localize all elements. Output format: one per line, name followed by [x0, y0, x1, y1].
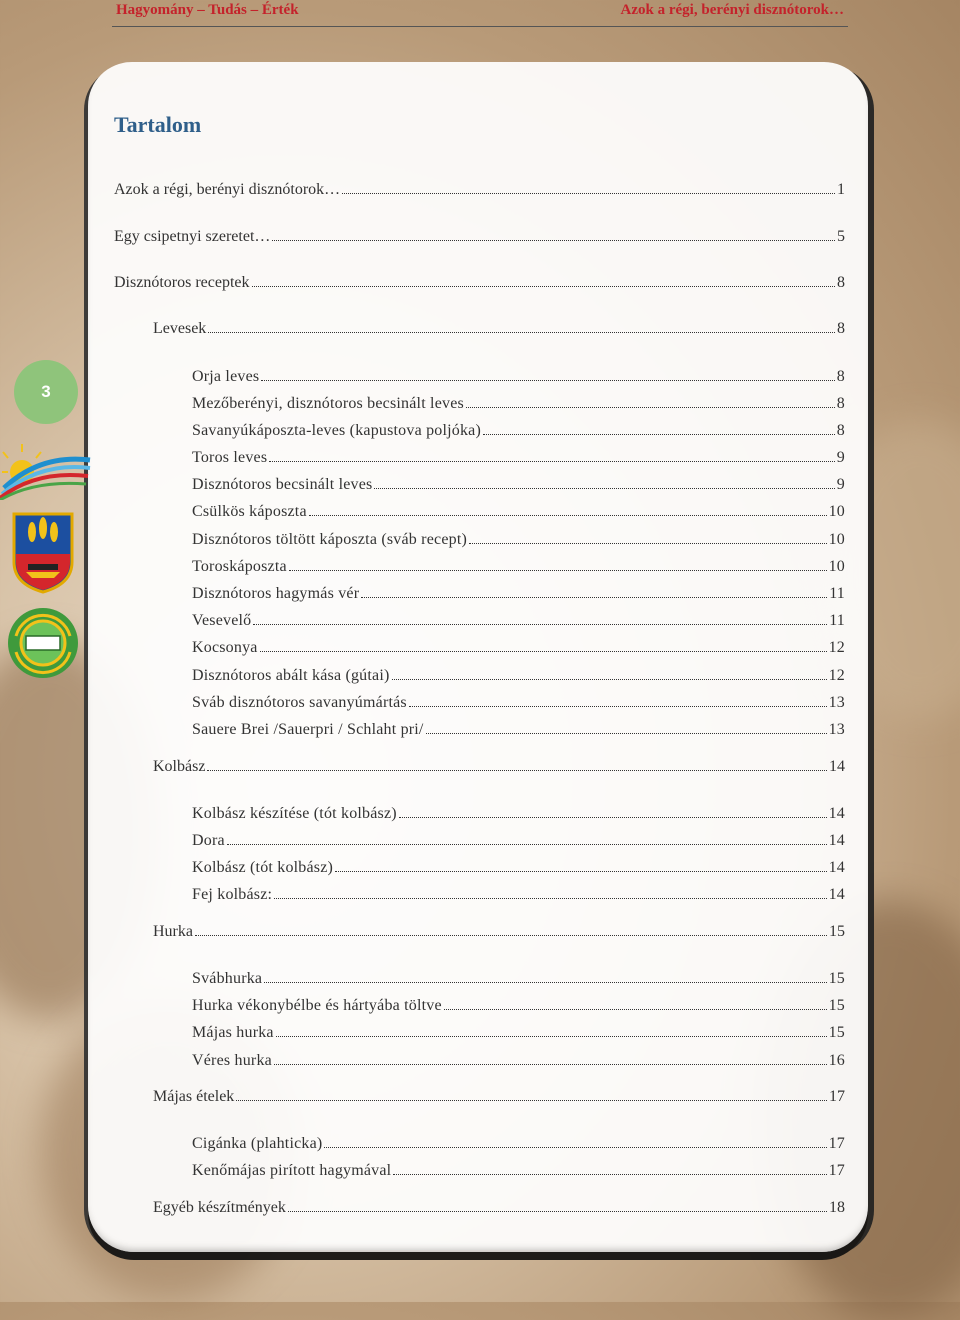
toc-entry[interactable]: Egy csipetnyi szeretet… 5 [114, 228, 845, 245]
toc-entry[interactable]: Toroskáposzta 10 [192, 558, 845, 575]
toc-entry[interactable]: Disznótoros töltött káposzta (sváb recept) 10 [192, 531, 845, 548]
header-left-text: Hagyomány – Tudás – Érték [116, 2, 299, 18]
toc-entry[interactable]: Disznótoros hagymás vér 11 [192, 585, 845, 602]
toc-entry[interactable]: Sváb disznótoros savanyúmártás 13 [192, 694, 845, 711]
toc-entry[interactable]: Májas ételek 17 [153, 1088, 845, 1105]
toc-entry[interactable]: Kenőmájas pirított hagymával 17 [192, 1162, 845, 1179]
coat-of-arms-icon [10, 510, 76, 594]
toc-entry[interactable]: Csülkös káposzta 10 [192, 503, 845, 520]
toc-entry[interactable]: Savanyúkáposzta-leves (kapustova poljóka) 8 [192, 422, 845, 439]
toc-entry[interactable]: Disznótoros becsinált leves 9 [192, 476, 845, 493]
toc-entry[interactable]: Orja leves 8 [192, 368, 845, 385]
toc-entry[interactable]: Egyéb készítmények 18 [153, 1199, 845, 1216]
toc-entry[interactable]: Kolbász (tót kolbász) 14 [192, 859, 845, 876]
page-number-badge: 3 [14, 360, 78, 424]
toc-entry[interactable]: Hurka vékonybélbe és hártyába töltve 15 [192, 997, 845, 1014]
toc-entry[interactable]: Dora 14 [192, 832, 845, 849]
sun-rainbow-logo-icon [0, 440, 92, 500]
toc-title: Tartalom [114, 112, 202, 137]
toc-entry[interactable]: Véres hurka 16 [192, 1052, 845, 1069]
header-right-text: Azok a régi, berényi disznótorok… [620, 2, 844, 18]
toc-entry[interactable]: Toros leves 9 [192, 449, 845, 466]
toc-entry[interactable]: Májas hurka 15 [192, 1024, 845, 1041]
toc-entry[interactable]: Mezőberényi, disznótoros becsinált leves 8 [192, 395, 845, 412]
toc-entry[interactable]: Azok a régi, berényi disznótorok… 1 [114, 181, 845, 198]
toc-entry[interactable]: Levesek 8 [153, 320, 845, 337]
toc-entry[interactable]: Cigánka (plahticka) 17 [192, 1135, 845, 1152]
cultural-center-seal-icon [6, 606, 80, 680]
toc-entry[interactable]: Hurka 15 [153, 923, 845, 940]
toc-entry[interactable]: Sauere Brei /Sauerpri / Schlaht pri/ 13 [192, 721, 845, 738]
toc-entry[interactable]: Fej kolbász: 14 [192, 886, 845, 903]
toc-entry[interactable]: Kolbász készítése (tót kolbász) 14 [192, 805, 845, 822]
toc-entry[interactable]: Svábhurka 15 [192, 970, 845, 987]
toc-entry[interactable]: Disznótoros abált kása (gútai) 12 [192, 667, 845, 684]
toc-entry[interactable]: Disznótoros receptek 8 [114, 274, 845, 291]
toc-entry[interactable]: Vesevelő 11 [192, 612, 845, 629]
toc-entry[interactable]: Kocsonya 12 [192, 639, 845, 656]
toc-entry[interactable]: Kolbász 14 [153, 758, 845, 775]
